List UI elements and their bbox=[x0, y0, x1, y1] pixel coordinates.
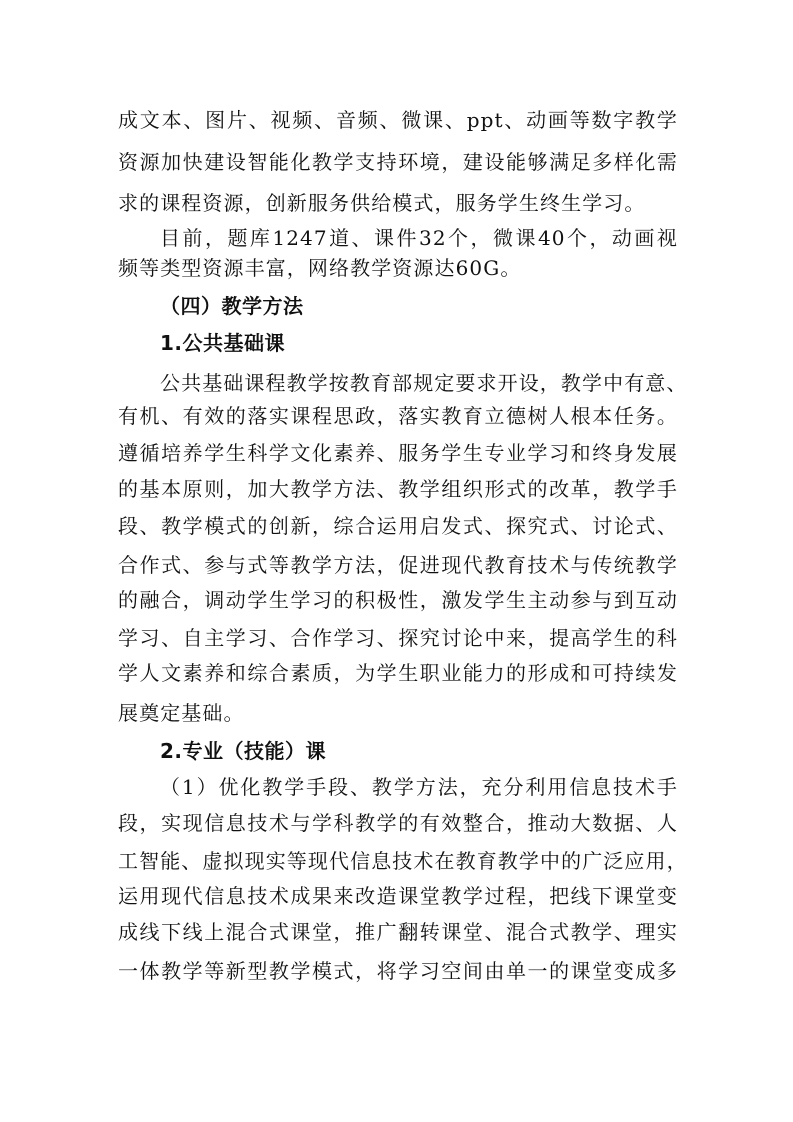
text-line: （1）优化教学手段、教学方法，充分利用信息技术手 bbox=[160, 775, 678, 799]
text-line: 段、教学模式的创新，综合运用启发式、探究式、讨论式、 bbox=[118, 514, 678, 538]
text-line: 遵循培养学生科学文化素养、服务学生专业学习和终身发展 bbox=[118, 441, 678, 465]
text-line: 资源加快建设智能化教学支持环境，建设能够满足多样化需 bbox=[118, 150, 678, 174]
text-line: 工智能、虚拟现实等现代信息技术在教育教学中的广泛应用， bbox=[118, 849, 688, 873]
text-line: 运用现代信息技术成果来改造课堂教学过程，把线下课堂变 bbox=[118, 884, 678, 908]
text-line: 一体教学等新型教学模式，将学习空间由单一的课堂变成多 bbox=[118, 959, 678, 983]
text-line: 目前，题库1247道、课件32个，微课40个，动画视 bbox=[160, 226, 678, 250]
text-line: 成文本、图片、视频、音频、微课、ppt、动画等数字教学 bbox=[118, 108, 678, 132]
subsection-heading: 2.专业（技能）课 bbox=[160, 739, 327, 763]
text-line: 频等类型资源丰富，网络教学资源达60G。 bbox=[118, 256, 522, 280]
text-line: 学习、自主学习、合作学习、探究讨论中来，提高学生的科 bbox=[118, 626, 678, 650]
text-line: 合作式、参与式等教学方法，促进现代教育技术与传统教学 bbox=[118, 553, 678, 577]
subsection-heading: 1.公共基础课 bbox=[160, 331, 286, 355]
text-line: 求的课程资源，创新服务供给模式，服务学生终生学习。 bbox=[118, 191, 646, 215]
text-line: 公共基础课程教学按教育部规定要求开设，教学中有意、 bbox=[160, 371, 688, 395]
text-line: 的融合，调动学生学习的积极性，激发学生主动参与到互动 bbox=[118, 588, 678, 612]
section-heading: （四）教学方法 bbox=[160, 294, 304, 318]
text-line: 学人文素养和综合素质，为学生职业能力的形成和可持续发 bbox=[118, 661, 678, 685]
text-line: 段，实现信息技术与学科教学的有效整合，推动大数据、人 bbox=[118, 811, 678, 835]
text-line: 成线下线上混合式课堂，推广翻转课堂、混合式教学、理实 bbox=[118, 920, 678, 944]
text-line: 有机、有效的落实课程思政，落实教育立德树人根本任务。 bbox=[118, 404, 678, 428]
text-line: 展奠定基础。 bbox=[118, 701, 245, 725]
text-line: 的基本原则，加大教学方法、教学组织形式的改革，教学手 bbox=[118, 477, 678, 501]
